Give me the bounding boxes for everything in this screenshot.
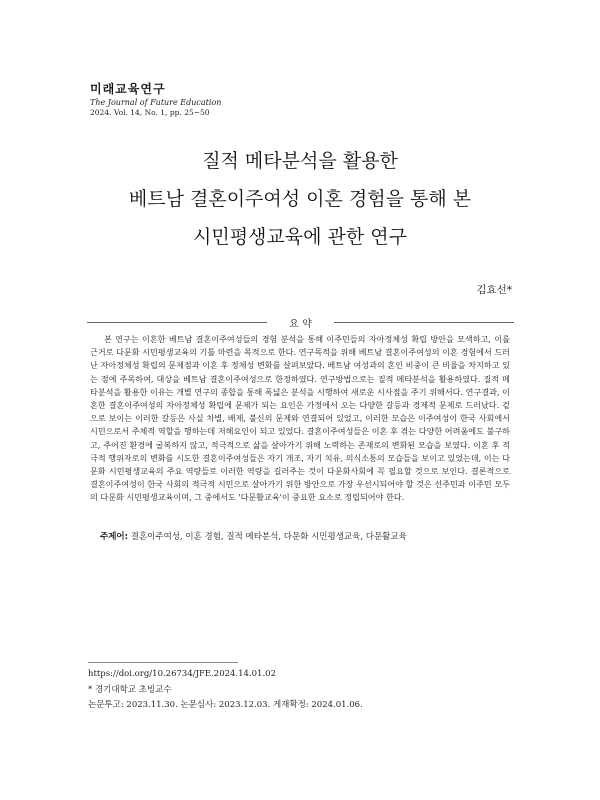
author-name: 김효선* (476, 284, 512, 296)
journal-name: 미래교육연구 (90, 82, 166, 96)
submission-dates: 논문투고: 2023.11.30. 논문심사: 2023.12.03. 게재확정: 2024.01.06. (88, 700, 363, 710)
title-line-1: 질적 메타분석을 활용한 (202, 150, 398, 172)
keywords-text: 결혼이주여성, 이혼 경험, 질적 메타분석, 다문화 시민평생교육, 다문활교육 (130, 532, 407, 542)
journal-english-name: The Journal of Future Education (90, 98, 222, 107)
footnotes (88, 667, 363, 714)
abstract-heading-label: 요 약 (289, 319, 312, 330)
abstract-heading (87, 315, 514, 329)
abstract-text: 본 연구는 이혼한 베트남 결혼이주여성들의 경험 분석을 통해 이주민들의 자아정체성 확립 방안을 모색하고, 이를 근거로 다문화 시민평생교육의 기틀 마련을 목적으로 한다. 연구목적을 위해 베트남 결혼이주여성의 이혼 경험에서 드러난 자아정체성 확립의 문제점과 이혼 후 정체성 변화를 살펴보았다. 베트남 여성과의 혼인 비중이 큰 비율을 차지하고 있는 점에 주목하여, 대상을 베트남 결혼이주여성으로 한정하였다. 연구방법으로는 질적 메타분석을 활용하였다. 질적 메타분석을 활용한 이유는 개별 연구의 종합을 통해 폭넓은 분석을 시행하여 새로운 시사점을 주기 위해서다. 연구결과, 이혼한 결혼이주여성의 자아정체성 확립에 문제가 되는 요인은 가정에서 오는 다양한 갈등과 경제적 문제로 드러났다. 겉으로 보이는 이러한 갈등은 사실 차별, 배제, 불신의 문제와 연결되어 있었고, 이러한 모습은 이주여성이 한국 사회에서 시민으로서 주체적 역할을 행하는데 저해요인이 되고 있었다. 결혼이주여성들은 이혼 후 겪는 다양한 어려움에도 불구하고, 주어진 환경에 굴복하지 않고, 적극적으로 삶을 살아가기 위해 노력하는 존재로의 변화된 모습을 보였다. 이혼 후 적극적 행위자로의 변화를 시도한 결혼이주여성들은 자기 개조, 자기 치유, 의식소통의 모습들을 보이고 있었는데, 이는 다문화 시민평생교육의 주요 역량들로 이러한 역량을 길러주는 것이 다문화사회에 꼭 필요할 것으로 보인다. 결론적으로 결혼이주여성이 한국 사회의 적극적 시민으로 살아가기 위한 방안으로 가장 우선시되어야 할 것은 선주민과 이주민 모두의 다문화 시민평생교육이며, 그 중에서도 '다문활교육'이 중요한 요소로 정립되어야 한다. (90, 334, 510, 503)
keywords-label: 주제어: (100, 532, 129, 542)
footnote-divider (88, 662, 238, 663)
author-affiliation: * 경기대학교 초빙교수 (88, 684, 172, 695)
abstract-rule-right (334, 322, 514, 323)
journal-header (90, 80, 221, 117)
title-line-2: 베트남 결혼이주여성 이혼 경험을 통해 본 (128, 188, 472, 210)
paper-title (0, 142, 600, 256)
title-line-3: 시민평생교육에 관한 연구 (193, 226, 407, 248)
doi-link[interactable]: https://doi.org/10.26734/JFE.2024.14.01.02 (88, 669, 276, 679)
journal-volume: 2024. Vol. 14, No. 1, pp. 25~50 (90, 108, 210, 117)
keywords (100, 530, 407, 542)
